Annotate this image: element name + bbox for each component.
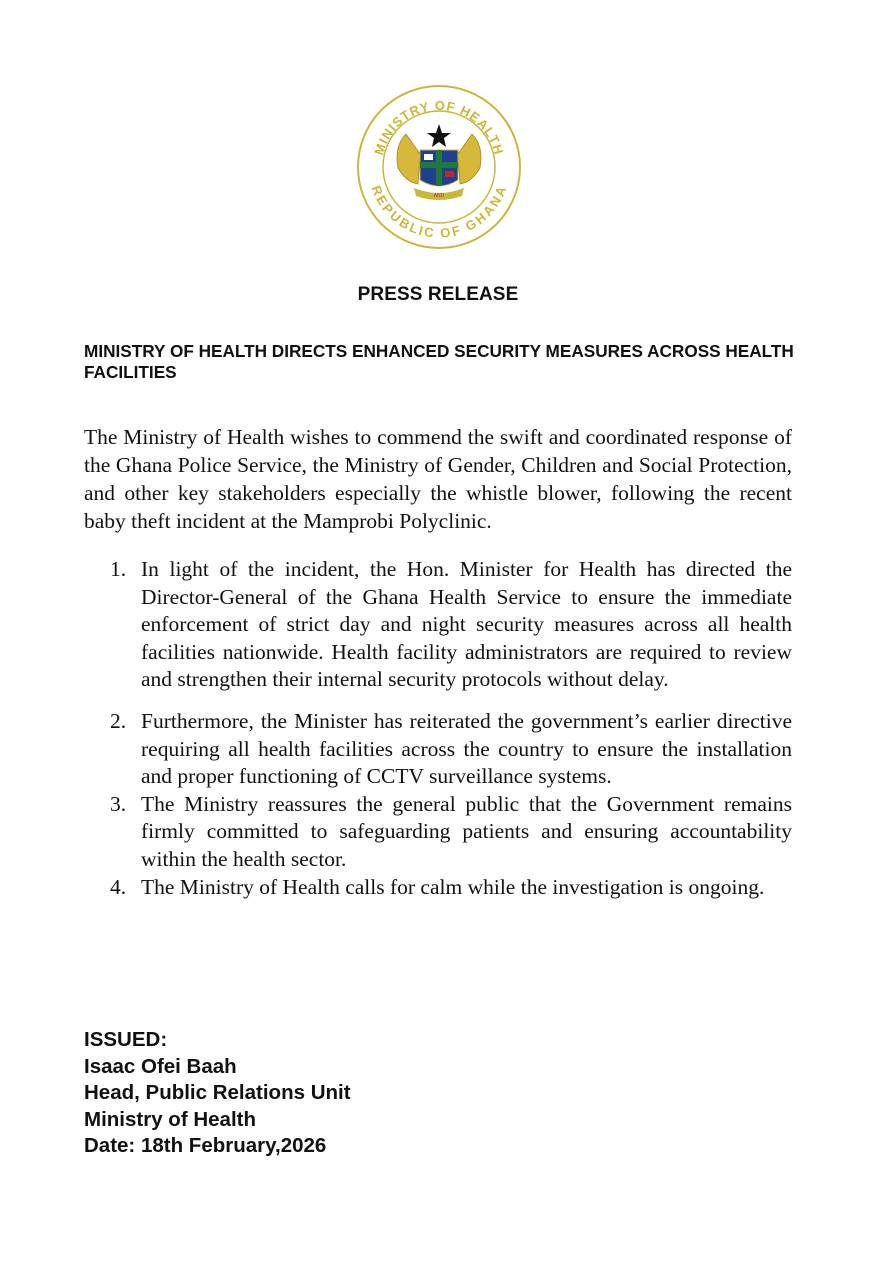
list-text: The Ministry of Health calls for calm while the investigation is ongoing. — [141, 874, 765, 899]
list-number: 3. — [110, 791, 127, 816]
signature-block — [84, 1027, 351, 1160]
svg-text:REPUBLIC OF GHANA: REPUBLIC OF GHANA — [368, 183, 510, 241]
directive-list — [110, 556, 792, 901]
list-item — [110, 874, 792, 902]
signatory-organization: Ministry of Health — [84, 1107, 256, 1131]
list-item — [110, 791, 792, 874]
list-item — [110, 708, 792, 791]
list-number: 2. — [110, 708, 127, 733]
headline: MINISTRY OF HEALTH DIRECTS ENHANCED SECURITY MEASURES ACROSS HEALTH FACILITIES — [84, 341, 794, 382]
list-text: The Ministry reassures the general public that the Government remains firmly committed to safeguarding patients and ensuring accountability within the health sector. — [141, 791, 792, 871]
intro-paragraph: The Ministry of Health wishes to commend the swift and coordinated response of the Ghana Police Service, the Ministry of Gender, Children and Social Protection, and other key stakeholders especially the whistle blower, following the recent baby theft incident at the Mamprobi Polyclinic. — [84, 424, 792, 533]
coat-of-arms-icon — [356, 84, 522, 250]
svg-text:AND: AND — [433, 193, 445, 199]
signatory-name: Isaac Ofei Baah — [84, 1054, 237, 1078]
document-title: PRESS RELEASE — [357, 284, 519, 305]
list-number: 1. — [110, 557, 127, 581]
ministry-seal-logo — [356, 84, 522, 250]
list-text: In light of the incident, the Hon. Minister for Health has directed the Director-General of the Ghana Health Service to ensure the immediate enforcement of strict day and night security measures across all health facilities nationwide. Health facility administrators are required to review and strengthen their internal security protocols without delay. — [141, 557, 792, 692]
list-item — [110, 556, 792, 694]
svg-text:MINISTRY OF HEALTH: MINISTRY OF HEALTH — [371, 97, 507, 157]
list-number: 4. — [110, 874, 127, 899]
list-text: Furthermore, the Minister has reiterated the government’s earlier directive requiring all health facilities across the country to ensure the installation and proper functioning of CCTV surveillance systems. — [141, 708, 792, 789]
issued-label: ISSUED: — [84, 1028, 168, 1051]
issue-date: Date: 18th February,2026 — [84, 1134, 327, 1157]
signatory-position: Head, Public Relations Unit — [84, 1081, 351, 1104]
